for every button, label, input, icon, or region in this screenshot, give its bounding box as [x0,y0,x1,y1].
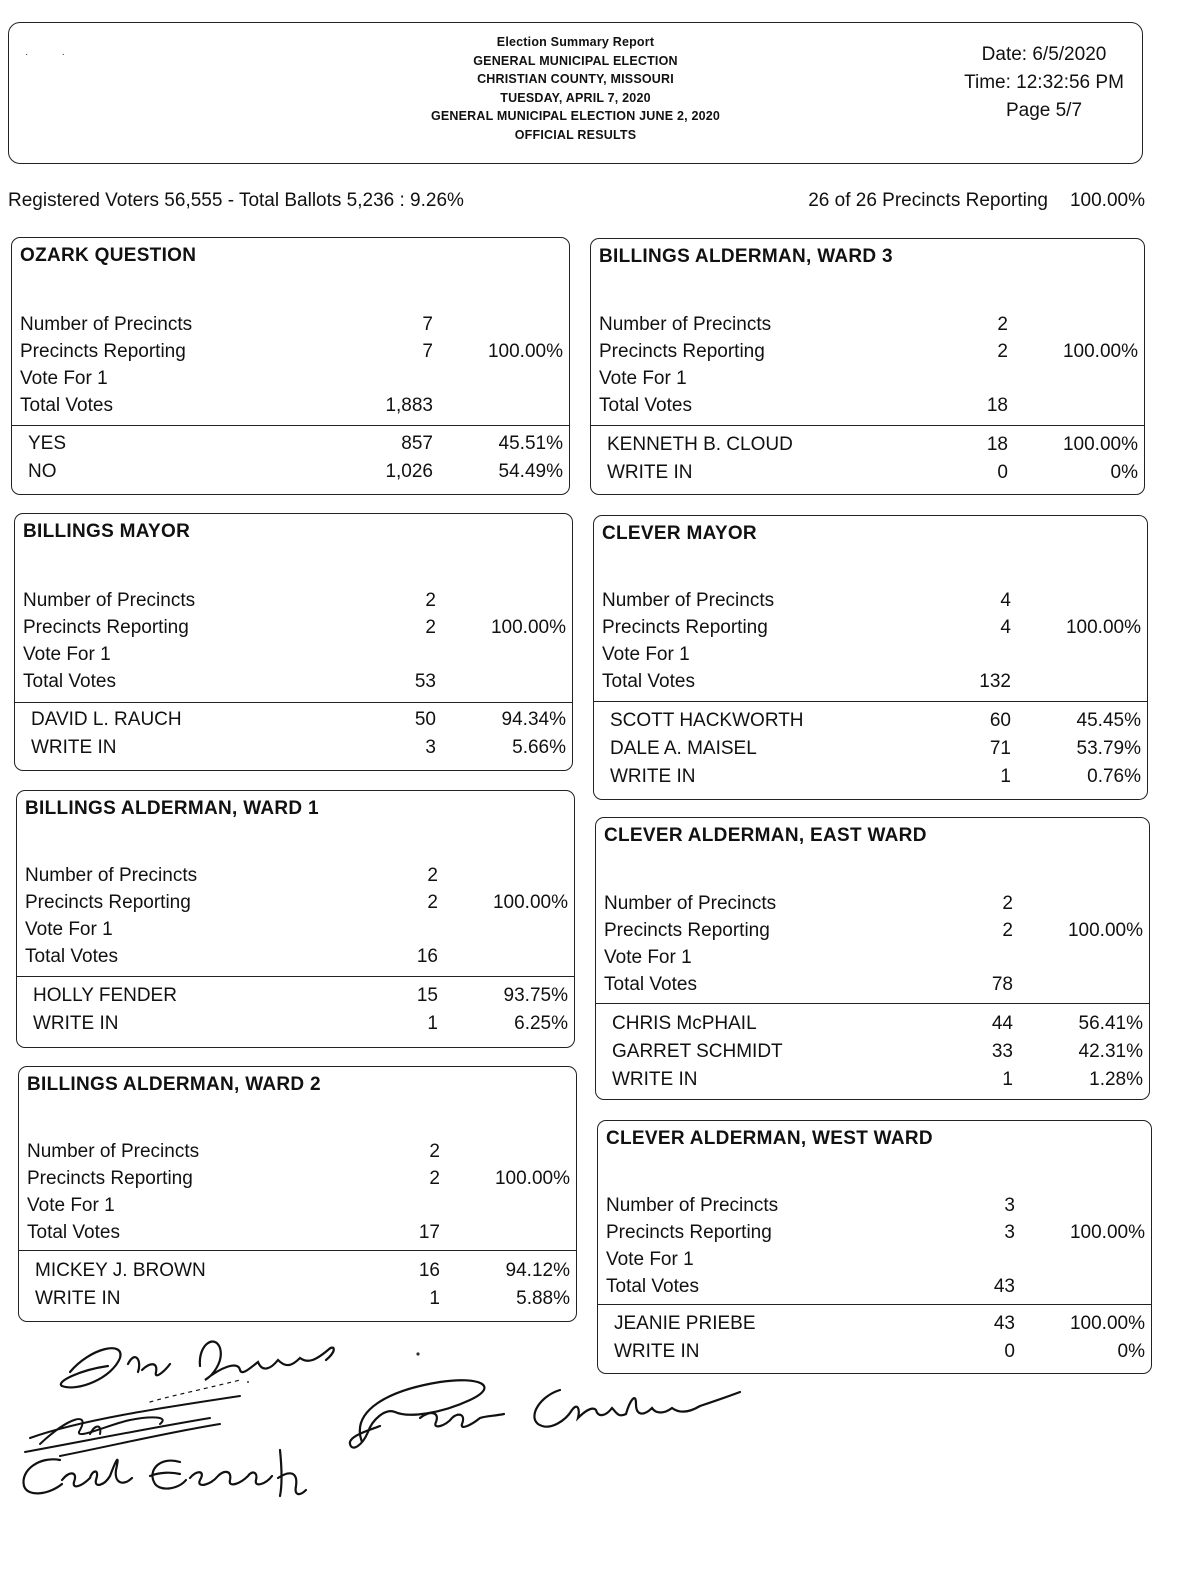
contest-divider [19,1250,576,1251]
report-header [8,22,1143,164]
row-value: 43 [993,1276,1015,1297]
row-value: 3 [1004,1195,1015,1216]
county-name: CHRISTIAN COUNTY, MISSOURI [477,72,674,86]
row-label: Total Votes [20,395,113,416]
candidate-votes: 1 [1002,1069,1013,1090]
row-label: Precincts Reporting [27,1168,193,1189]
row-value: 2 [425,590,436,611]
contest-box [16,790,575,1048]
candidate-percent: 42.31% [1078,1041,1143,1062]
vote-for-row [20,368,563,394]
precincts-reporting-row [27,1168,570,1194]
contest-title: CLEVER MAYOR [602,523,757,544]
row-percent: 100.00% [1062,341,1138,362]
contest-box [11,237,570,495]
row-value: 7 [422,341,433,362]
row-value: 3 [1004,1222,1015,1243]
election-name: GENERAL MUNICIPAL ELECTION [473,53,678,68]
row-label: Number of Precincts [602,590,775,611]
candidate-votes: 1 [1000,766,1011,787]
row-value: 2 [425,617,436,638]
row-label: Vote For 1 [25,919,113,940]
candidate-votes: 16 [418,1260,440,1281]
row-label: Number of Precincts [604,893,777,914]
row-label: Vote For 1 [606,1249,694,1270]
candidate-percent: 45.51% [498,433,563,454]
row-value: 18 [986,395,1008,416]
contest-divider [12,425,569,426]
candidate-percent: 93.75% [503,985,568,1006]
candidate-votes: 3 [425,737,436,758]
election-date: TUESDAY, APRIL 7, 2020 [500,90,651,105]
precincts-reporting-pct: 100.00% [1069,190,1145,211]
row-label: Precincts Reporting [23,617,189,638]
candidate-name: WRITE IN [35,1288,121,1309]
number-of-precincts-row [606,1195,1145,1221]
total-votes-row [599,395,1138,421]
number-of-precincts-row [27,1141,570,1167]
candidate-percent: 100.00% [1062,434,1138,455]
page-number: Page 5/7 [1005,100,1083,121]
candidate-name: DAVID L. RAUCH [31,709,182,730]
precincts-reporting: 26 of 26 Precincts Reporting [808,190,1048,211]
row-label: Vote For 1 [599,368,687,389]
candidate-votes: 1 [427,1013,438,1034]
signature-3 [23,1450,306,1496]
row-label: Number of Precincts [20,314,193,335]
precincts-reporting-row [604,920,1143,946]
candidate-row [602,766,1141,792]
row-value: 78 [991,974,1013,995]
precincts-reporting-row [599,341,1138,367]
contest-box [18,1066,577,1322]
precincts-reporting-row [23,617,566,643]
candidate-row [602,738,1141,764]
report-time: Time: 12:32:56 PM [964,72,1124,93]
contest-divider [591,425,1144,426]
number-of-precincts-row [599,314,1138,340]
row-label: Vote For 1 [20,368,108,389]
number-of-precincts-row [604,893,1143,919]
total-votes-row [606,1276,1145,1302]
candidate-votes: 44 [991,1013,1013,1034]
candidate-votes: 1 [429,1288,440,1309]
candidate-name: WRITE IN [31,737,117,758]
scan-specks: · · [25,49,65,60]
candidate-percent: 94.34% [501,709,566,730]
row-value: 2 [429,1168,440,1189]
row-label: Total Votes [25,946,118,967]
candidate-percent: 0% [1110,462,1138,483]
contest-box [590,238,1145,495]
candidate-votes: 71 [989,738,1011,759]
candidate-name: KENNETH B. CLOUD [607,434,793,455]
number-of-precincts-row [602,590,1141,616]
candidate-votes: 1,026 [385,461,433,482]
candidate-percent: 0% [1117,1341,1145,1362]
precincts-reporting-row [25,892,568,918]
candidate-row [604,1069,1143,1095]
candidate-row [27,1288,570,1314]
row-label: Number of Precincts [606,1195,779,1216]
row-label: Vote For 1 [27,1195,115,1216]
row-label: Precincts Reporting [599,341,765,362]
row-label: Precincts Reporting [20,341,186,362]
row-label: Precincts Reporting [25,892,191,913]
candidate-name: YES [28,433,67,454]
candidate-name: MICKEY J. BROWN [35,1260,206,1281]
candidate-percent: 53.79% [1076,738,1141,759]
candidate-name: GARRET SCHMIDT [612,1041,783,1062]
candidate-votes: 33 [991,1041,1013,1062]
contest-divider [15,702,572,703]
total-votes-row [27,1222,570,1248]
candidate-percent: 100.00% [1069,1313,1145,1334]
row-label: Number of Precincts [23,590,196,611]
row-label: Precincts Reporting [602,617,768,638]
row-percent: 100.00% [1067,920,1143,941]
contest-divider [594,701,1147,702]
number-of-precincts-row [25,865,568,891]
vote-for-row [604,947,1143,973]
contest-box [593,515,1148,800]
vote-for-row [602,644,1141,670]
row-value: 2 [1002,893,1013,914]
precincts-reporting-row [20,341,563,367]
row-label: Total Votes [27,1222,120,1243]
row-label: Number of Precincts [599,314,772,335]
candidate-name: NO [28,461,57,482]
candidate-votes: 15 [416,985,438,1006]
candidate-name: JEANIE PRIEBE [614,1313,756,1334]
precincts-reporting-row [602,617,1141,643]
signature-2 [25,1396,240,1456]
row-label: Vote For 1 [604,947,692,968]
row-label: Precincts Reporting [604,920,770,941]
row-label: Total Votes [599,395,692,416]
total-votes-row [604,974,1143,1000]
row-label: Precincts Reporting [606,1222,772,1243]
contest-title: BILLINGS ALDERMAN, WARD 2 [27,1074,321,1095]
candidate-row [604,1013,1143,1039]
candidate-percent: 1.28% [1089,1069,1143,1090]
report-title: Election Summary Report [496,35,655,49]
candidate-votes: 50 [414,709,436,730]
candidate-name: DALE A. MAISEL [610,738,757,759]
row-label: Vote For 1 [23,644,111,665]
row-value: 4 [1000,590,1011,611]
row-value: 7 [422,314,433,335]
contest-divider [598,1304,1151,1305]
candidate-row [599,462,1138,488]
candidate-row [602,710,1141,736]
row-label: Total Votes [604,974,697,995]
candidate-name: WRITE IN [612,1069,698,1090]
row-percent: 100.00% [492,892,568,913]
candidate-votes: 43 [993,1313,1015,1334]
candidate-name: WRITE IN [614,1341,700,1362]
number-of-precincts-row [20,314,563,340]
candidate-name: WRITE IN [610,766,696,787]
row-label: Total Votes [602,671,695,692]
signature-4 [350,1380,740,1447]
candidate-percent: 94.12% [505,1260,570,1281]
contest-title: OZARK QUESTION [20,245,197,266]
row-value: 4 [1000,617,1011,638]
report-date: Date: 6/5/2020 [981,44,1107,65]
row-value: 2 [997,341,1008,362]
candidate-name: HOLLY FENDER [33,985,177,1006]
vote-for-row [25,919,568,945]
candidate-votes: 857 [401,433,433,454]
contest-title: BILLINGS ALDERMAN, WARD 3 [599,246,893,267]
candidate-name: WRITE IN [33,1013,119,1034]
candidate-votes: 60 [989,710,1011,731]
row-value: 1,883 [385,395,433,416]
contest-box [14,513,573,771]
candidate-name: CHRIS McPHAIL [612,1013,757,1034]
candidate-percent: 5.88% [516,1288,570,1309]
total-votes-row [20,395,563,421]
signature-1 [61,1342,334,1402]
precincts-reporting-row [606,1222,1145,1248]
row-label: Number of Precincts [27,1141,200,1162]
row-value: 2 [429,1141,440,1162]
candidate-row [604,1041,1143,1067]
row-percent: 100.00% [1069,1222,1145,1243]
candidate-name: SCOTT HACKWORTH [610,710,804,731]
candidate-votes: 18 [986,434,1008,455]
row-label: Total Votes [606,1276,699,1297]
candidate-row [20,461,563,487]
candidate-percent: 5.66% [512,737,566,758]
results-status: OFFICIAL RESULTS [514,127,637,142]
vote-for-row [27,1195,570,1221]
candidate-percent: 45.45% [1076,710,1141,731]
row-value: 2 [1002,920,1013,941]
candidate-name: WRITE IN [607,462,693,483]
turnout-summary [8,190,1145,212]
contest-title: CLEVER ALDERMAN, WEST WARD [606,1128,933,1149]
contest-title: BILLINGS ALDERMAN, WARD 1 [25,798,319,819]
contest-title: BILLINGS MAYOR [23,521,191,542]
candidate-row [25,1013,568,1039]
candidate-percent: 56.41% [1078,1013,1143,1034]
candidate-votes: 0 [1004,1341,1015,1362]
vote-for-row [599,368,1138,394]
row-value: 2 [427,892,438,913]
candidate-percent: 6.25% [514,1013,568,1034]
row-percent: 100.00% [490,617,566,638]
candidate-row [23,709,566,735]
total-votes-row [23,671,566,697]
row-value: 17 [418,1222,440,1243]
contest-box [595,817,1150,1100]
total-votes-row [602,671,1141,697]
number-of-precincts-row [23,590,566,616]
precincts-summary [808,190,1145,212]
row-value: 2 [427,865,438,886]
row-value: 53 [414,671,436,692]
vote-for-row [606,1249,1145,1275]
contest-divider [596,1003,1149,1004]
report-meta [954,41,1134,125]
row-value: 2 [997,314,1008,335]
candidate-row [23,737,566,763]
candidate-row [20,433,563,459]
vote-for-row [23,644,566,670]
row-value: 132 [979,671,1011,692]
signature-dots [247,1352,420,1383]
row-percent: 100.00% [494,1168,570,1189]
row-percent: 100.00% [1065,617,1141,638]
contest-title: CLEVER ALDERMAN, EAST WARD [604,825,927,846]
registered-voters: Registered Voters 56,555 - Total Ballots 5,236 : 9.26% [8,190,464,211]
election-subtitle: GENERAL MUNICIPAL ELECTION JUNE 2, 2020 [430,109,721,123]
candidate-percent: 0.76% [1087,766,1141,787]
candidate-row [27,1260,570,1286]
candidate-votes: 0 [997,462,1008,483]
row-label: Total Votes [23,671,116,692]
signatures [0,1320,800,1530]
row-label: Vote For 1 [602,644,690,665]
row-value: 16 [416,946,438,967]
candidate-row [599,434,1138,460]
candidate-percent: 54.49% [498,461,563,482]
row-label: Number of Precincts [25,865,198,886]
total-votes-row [25,946,568,972]
contest-divider [17,976,574,977]
row-percent: 100.00% [487,341,563,362]
candidate-row [25,985,568,1011]
